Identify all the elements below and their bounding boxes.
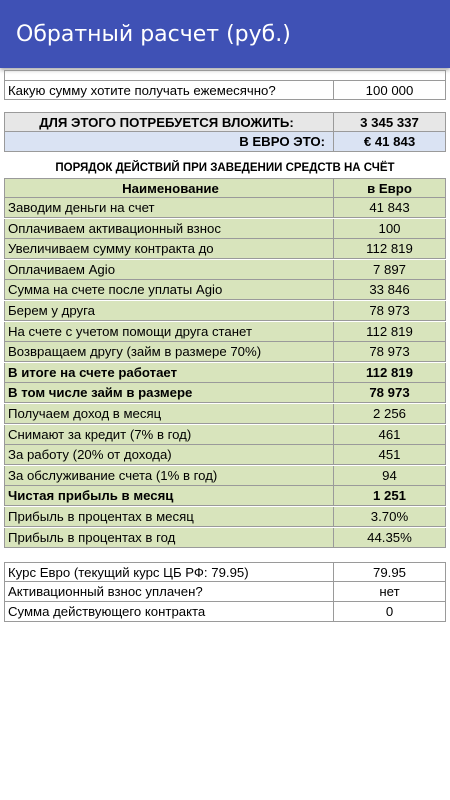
app-title: Обратный расчет (руб.) [16,21,291,47]
table-row [4,363,446,383]
table-row-value: 112 819 [334,322,446,342]
table-row-value: 44.35% [334,528,446,548]
table-row [4,507,446,527]
table-row-value: 2 256 [334,404,446,424]
settings-row-current-contract [4,602,446,622]
settings-row-activation-paid [4,582,446,602]
table-row-label: За обслуживание счета (1% в год) [4,466,334,486]
required-investment-row [4,112,446,132]
table-row-value: 94 [334,466,446,486]
table-row-label: Оплачиваем активационный взнос [4,219,334,239]
table-row-value: 451 [334,445,446,465]
current-contract-input[interactable]: 0 [334,602,446,622]
table-row [4,445,446,465]
app-bar [0,0,450,68]
table-row-label: В том числе займ в размере [4,383,334,403]
activation-paid-label: Активационный взнос уплачен? [4,582,334,602]
table-row-value: 100 [334,219,446,239]
table-row [4,528,446,548]
column-header-name: Наименование [4,178,334,198]
euro-rate-label: Курс Евро (текущий курс ЦБ РФ: 79.95) [4,562,334,582]
monthly-amount-label: Какую сумму хотите получать ежемесячно? [4,80,334,100]
table-row-label: В итоге на счете работает [4,363,334,383]
table-row-value: 461 [334,425,446,445]
table-row [4,322,446,342]
euro-rate-input[interactable]: 79.95 [334,562,446,582]
table-row-label: Чистая прибыль в месяц [4,486,334,506]
table-row-label: Оплачиваем Agio [4,260,334,280]
table-row-value: 41 843 [334,198,446,218]
table-row-value: 1 251 [334,486,446,506]
table-row [4,260,446,280]
table-row-label: Берем у друга [4,301,334,321]
table-row-value: 78 973 [334,342,446,362]
euro-equivalent-row [4,132,446,152]
table-header-row [4,178,446,198]
table-row-label: Прибыль в процентах в год [4,528,334,548]
monthly-amount-row [4,80,446,100]
table-row [4,219,446,239]
table-row [4,466,446,486]
euro-equivalent-value: € 41 843 [334,132,446,152]
column-header-euro: в Евро [334,178,446,198]
table-row-label: Получаем доход в месяц [4,404,334,424]
table-row-value: 7 897 [334,260,446,280]
current-contract-label: Сумма действующего контракта [4,602,334,622]
table-row [4,198,446,218]
table-row [4,342,446,362]
table-row [4,239,446,259]
table-row-value: 78 973 [334,301,446,321]
table-row-value: 78 973 [334,383,446,403]
table-row-value: 3.70% [334,507,446,527]
required-investment-value: 3 345 337 [334,112,446,132]
table-row-label: Снимают за кредит (7% в год) [4,425,334,445]
table-row-label: Сумма на счете после уплаты Agio [4,280,334,300]
settings-row-euro-rate [4,562,446,582]
table-row-label: Заводим деньги на счет [4,198,334,218]
table-row [4,486,446,506]
table-row-label: На счете с учетом помощи друга станет [4,322,334,342]
table-row [4,425,446,445]
section-title: ПОРЯДОК ДЕЙСТВИЙ ПРИ ЗАВЕДЕНИИ СРЕДСТВ НА СЧЁТ [55,162,395,174]
table-row [4,383,446,403]
table-row [4,301,446,321]
table-row-value: 112 819 [334,363,446,383]
monthly-amount-input[interactable]: 100 000 [334,80,446,100]
table-row-value: 33 846 [334,280,446,300]
activation-paid-select[interactable]: нет [334,582,446,602]
euro-equivalent-label: В ЕВРО ЭТО: [4,132,334,152]
table-row [4,404,446,424]
table-row [4,280,446,300]
table-row-label: Прибыль в процентах в месяц [4,507,334,527]
table-row-label: Возвращаем другу (займ в размере 70%) [4,342,334,362]
table-row-value: 112 819 [334,239,446,259]
sheet-top-spacer [4,70,446,80]
table-row-label: За работу (20% от дохода) [4,445,334,465]
table-row-label: Увеличиваем сумму контракта до [4,239,334,259]
required-investment-label: ДЛЯ ЭТОГО ПОТРЕБУЕТСЯ ВЛОЖИТЬ: [4,112,334,132]
